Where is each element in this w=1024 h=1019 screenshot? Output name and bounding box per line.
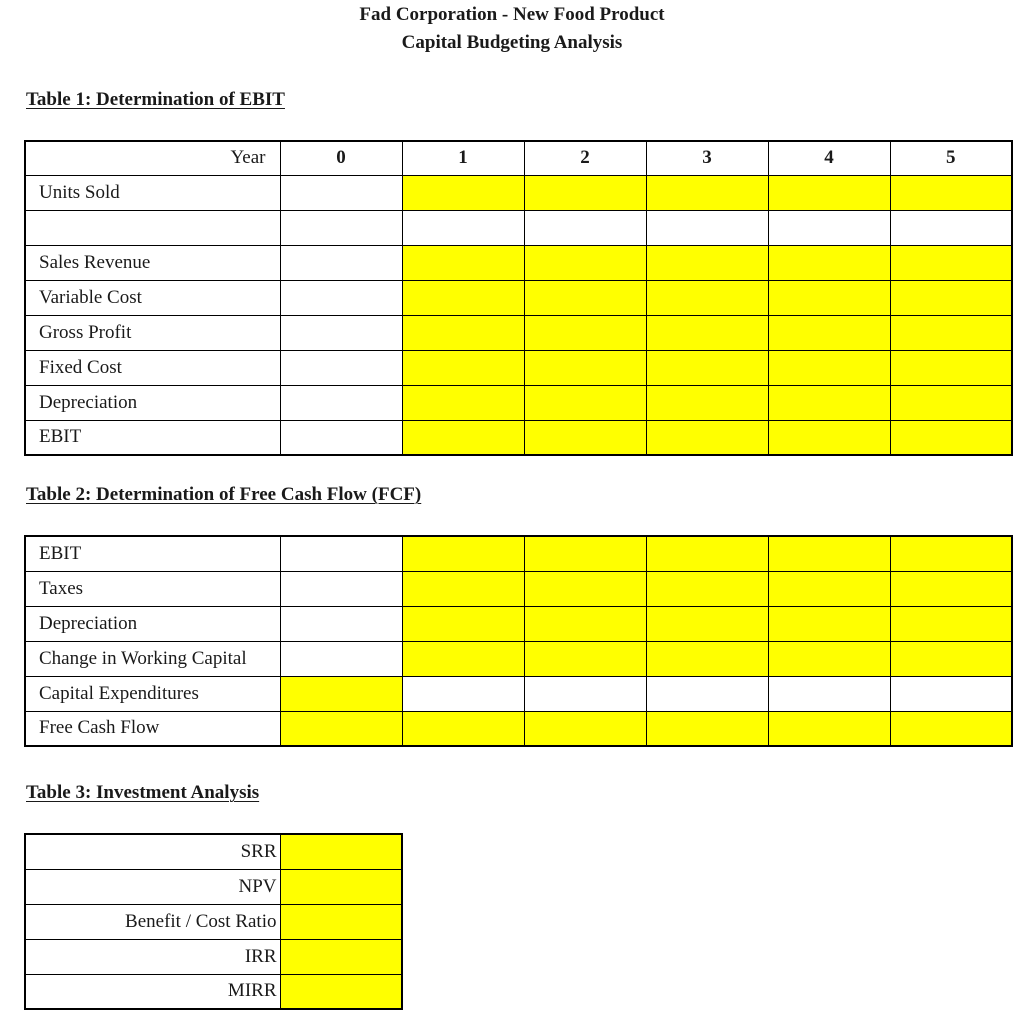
fcf-ebit-y0[interactable]	[280, 536, 402, 571]
working-capital-label: Change in Working Capital	[25, 641, 280, 676]
ebit-y4[interactable]	[768, 420, 890, 455]
ebit-y0[interactable]	[280, 420, 402, 455]
year-label: Year	[25, 141, 280, 175]
free-cash-flow-label: Free Cash Flow	[25, 711, 280, 746]
year-3-header: 3	[646, 141, 768, 175]
gross-profit-y2[interactable]	[524, 315, 646, 350]
depreciation-row	[25, 385, 1012, 420]
variable-cost-y3[interactable]	[646, 280, 768, 315]
investment-analysis-table	[24, 833, 403, 1010]
fcf-depreciation-y0[interactable]	[280, 606, 402, 641]
fcf-depreciation-label: Depreciation	[25, 606, 280, 641]
depreciation-label: Depreciation	[25, 385, 280, 420]
fcf-depreciation-y5[interactable]	[890, 606, 1012, 641]
sales-revenue-y0[interactable]	[280, 245, 402, 280]
benefit-cost-value[interactable]	[280, 904, 402, 939]
fcf-ebit-row	[25, 536, 1012, 571]
npv-row	[25, 869, 402, 904]
capex-y2[interactable]	[524, 676, 646, 711]
blank-y1[interactable]	[402, 210, 524, 245]
capex-y3[interactable]	[646, 676, 768, 711]
units-sold-y3[interactable]	[646, 175, 768, 210]
free-cash-flow-y0[interactable]	[280, 711, 402, 746]
fixed-cost-y4[interactable]	[768, 350, 890, 385]
working-capital-y5[interactable]	[890, 641, 1012, 676]
fixed-cost-label: Fixed Cost	[25, 350, 280, 385]
working-capital-y4[interactable]	[768, 641, 890, 676]
depreciation-y2[interactable]	[524, 385, 646, 420]
fcf-ebit-y3[interactable]	[646, 536, 768, 571]
capex-y1[interactable]	[402, 676, 524, 711]
variable-cost-y2[interactable]	[524, 280, 646, 315]
units-sold-row	[25, 175, 1012, 210]
fixed-cost-y2[interactable]	[524, 350, 646, 385]
taxes-row	[25, 571, 1012, 606]
srr-label: SRR	[25, 834, 280, 869]
units-sold-y2[interactable]	[524, 175, 646, 210]
fcf-table	[24, 535, 1013, 747]
npv-label: NPV	[25, 869, 280, 904]
taxes-y0[interactable]	[280, 571, 402, 606]
table2-heading: Table 2: Determination of Free Cash Flow (FCF)	[26, 484, 422, 505]
fcf-ebit-label: EBIT	[25, 536, 280, 571]
blank-row-label	[25, 210, 280, 245]
units-sold-y0[interactable]	[280, 175, 402, 210]
mirr-row	[25, 974, 402, 1009]
year-4-header: 4	[768, 141, 890, 175]
variable-cost-y5[interactable]	[890, 280, 1012, 315]
blank-y5[interactable]	[890, 210, 1012, 245]
units-sold-y1[interactable]	[402, 175, 524, 210]
free-cash-flow-y1[interactable]	[402, 711, 524, 746]
taxes-label: Taxes	[25, 571, 280, 606]
fcf-depreciation-y4[interactable]	[768, 606, 890, 641]
year-2-header: 2	[524, 141, 646, 175]
ebit-row	[25, 420, 1012, 455]
year-1-header: 1	[402, 141, 524, 175]
gross-profit-y1[interactable]	[402, 315, 524, 350]
mirr-value[interactable]	[280, 974, 402, 1009]
working-capital-y0[interactable]	[280, 641, 402, 676]
fixed-cost-y3[interactable]	[646, 350, 768, 385]
depreciation-y4[interactable]	[768, 385, 890, 420]
fcf-ebit-y4[interactable]	[768, 536, 890, 571]
ebit-table	[24, 140, 1013, 456]
sales-revenue-y1[interactable]	[402, 245, 524, 280]
blank-y0[interactable]	[280, 210, 402, 245]
benefit-cost-label: Benefit / Cost Ratio	[25, 904, 280, 939]
sales-revenue-label: Sales Revenue	[25, 245, 280, 280]
taxes-y1[interactable]	[402, 571, 524, 606]
free-cash-flow-row	[25, 711, 1012, 746]
capex-y5[interactable]	[890, 676, 1012, 711]
table1-heading: Table 1: Determination of EBIT	[26, 89, 285, 110]
sales-revenue-y5[interactable]	[890, 245, 1012, 280]
gross-profit-y0[interactable]	[280, 315, 402, 350]
ebit-y1[interactable]	[402, 420, 524, 455]
fcf-depreciation-y3[interactable]	[646, 606, 768, 641]
fcf-ebit-y2[interactable]	[524, 536, 646, 571]
taxes-y2[interactable]	[524, 571, 646, 606]
free-cash-flow-y2[interactable]	[524, 711, 646, 746]
capex-y0[interactable]	[280, 676, 402, 711]
sales-revenue-y2[interactable]	[524, 245, 646, 280]
ebit-label: EBIT	[25, 420, 280, 455]
fixed-cost-y1[interactable]	[402, 350, 524, 385]
taxes-y3[interactable]	[646, 571, 768, 606]
variable-cost-y4[interactable]	[768, 280, 890, 315]
units-sold-y4[interactable]	[768, 175, 890, 210]
variable-cost-y0[interactable]	[280, 280, 402, 315]
variable-cost-row	[25, 280, 1012, 315]
fcf-depreciation-row	[25, 606, 1012, 641]
sales-revenue-y4[interactable]	[768, 245, 890, 280]
blank-y2[interactable]	[524, 210, 646, 245]
capex-label: Capital Expenditures	[25, 676, 280, 711]
fixed-cost-y5[interactable]	[890, 350, 1012, 385]
mirr-label: MIRR	[25, 974, 280, 1009]
blank-y4[interactable]	[768, 210, 890, 245]
blank-y3[interactable]	[646, 210, 768, 245]
srr-value[interactable]	[280, 834, 402, 869]
gross-profit-row	[25, 315, 1012, 350]
year-0-header: 0	[280, 141, 402, 175]
depreciation-y5[interactable]	[890, 385, 1012, 420]
fcf-ebit-y5[interactable]	[890, 536, 1012, 571]
gross-profit-y3[interactable]	[646, 315, 768, 350]
fcf-depreciation-y1[interactable]	[402, 606, 524, 641]
free-cash-flow-y5[interactable]	[890, 711, 1012, 746]
variable-cost-label: Variable Cost	[25, 280, 280, 315]
capex-row	[25, 676, 1012, 711]
gross-profit-y5[interactable]	[890, 315, 1012, 350]
fixed-cost-row	[25, 350, 1012, 385]
working-capital-y3[interactable]	[646, 641, 768, 676]
gross-profit-y4[interactable]	[768, 315, 890, 350]
year-header-row	[25, 141, 1012, 175]
free-cash-flow-y3[interactable]	[646, 711, 768, 746]
gross-profit-label: Gross Profit	[25, 315, 280, 350]
irr-row	[25, 939, 402, 974]
depreciation-y1[interactable]	[402, 385, 524, 420]
sales-revenue-row	[25, 245, 1012, 280]
ebit-y5[interactable]	[890, 420, 1012, 455]
report-title: Fad Corporation - New Food Product	[359, 4, 665, 25]
free-cash-flow-y4[interactable]	[768, 711, 890, 746]
depreciation-y3[interactable]	[646, 385, 768, 420]
fcf-ebit-y1[interactable]	[402, 536, 524, 571]
fcf-depreciation-y2[interactable]	[524, 606, 646, 641]
srr-row	[25, 834, 402, 869]
year-5-header: 5	[890, 141, 1012, 175]
sales-revenue-y3[interactable]	[646, 245, 768, 280]
working-capital-row	[25, 641, 1012, 676]
table3-heading: Table 3: Investment Analysis	[26, 782, 260, 803]
benefit-cost-row	[25, 904, 402, 939]
working-capital-y2[interactable]	[524, 641, 646, 676]
units-sold-y5[interactable]	[890, 175, 1012, 210]
report-subtitle: Capital Budgeting Analysis	[401, 32, 623, 53]
irr-label: IRR	[25, 939, 280, 974]
npv-value[interactable]	[280, 869, 402, 904]
ebit-y2[interactable]	[524, 420, 646, 455]
units-sold-label: Units Sold	[25, 175, 280, 210]
fixed-cost-y0[interactable]	[280, 350, 402, 385]
irr-value[interactable]	[280, 939, 402, 974]
taxes-y5[interactable]	[890, 571, 1012, 606]
capex-y4[interactable]	[768, 676, 890, 711]
working-capital-y1[interactable]	[402, 641, 524, 676]
taxes-y4[interactable]	[768, 571, 890, 606]
variable-cost-y1[interactable]	[402, 280, 524, 315]
depreciation-y0[interactable]	[280, 385, 402, 420]
ebit-y3[interactable]	[646, 420, 768, 455]
blank-row	[25, 210, 1012, 245]
